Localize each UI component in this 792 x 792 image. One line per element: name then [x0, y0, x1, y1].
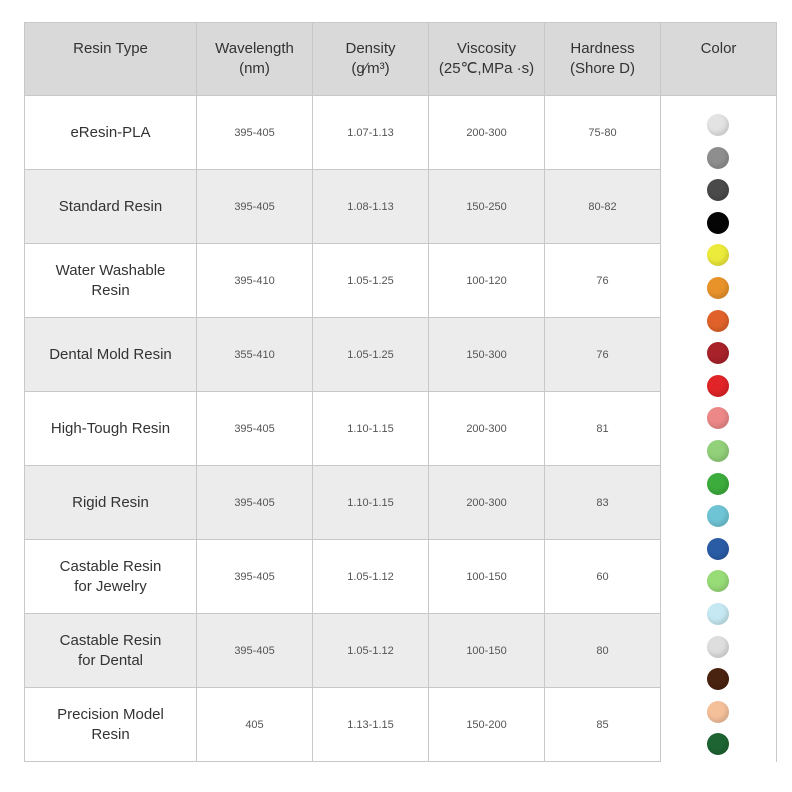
density-cell: 1.08-1.13 [313, 170, 429, 244]
color-swatch [707, 244, 729, 266]
header-viscosity [429, 23, 545, 96]
hardness-cell: 76 [545, 318, 661, 392]
hardness-cell: 81 [545, 392, 661, 466]
resin-name-cell [25, 466, 197, 540]
text-line: Resin [91, 725, 130, 743]
text-line: Resin [91, 281, 130, 299]
viscosity-cell: 200-300 [429, 392, 545, 466]
color-swatch [707, 277, 729, 299]
table-row [25, 318, 777, 392]
text-line: eResin-PLA [70, 123, 151, 141]
color-swatch [707, 407, 729, 429]
density-cell: 1.10-1.15 [313, 466, 429, 540]
header-color [661, 23, 777, 96]
header-density [313, 23, 429, 96]
resin-name-cell [25, 614, 197, 688]
density-cell: 1.05-1.25 [313, 318, 429, 392]
density-cell: 1.05-1.25 [313, 244, 429, 318]
table-row [25, 392, 777, 466]
text-line: Water Washable [55, 261, 166, 279]
wavelength-cell: 395-405 [197, 392, 313, 466]
wavelength-cell: 395-405 [197, 614, 313, 688]
color-swatch [707, 212, 729, 234]
table-row [25, 466, 777, 540]
header-hardness [545, 23, 661, 96]
color-swatch [707, 114, 729, 136]
text-line: Color [700, 40, 737, 57]
viscosity-cell: 150-300 [429, 318, 545, 392]
text-line: Dental Mold Resin [49, 345, 172, 363]
text-line: High-Tough Resin [50, 419, 171, 437]
header-row [25, 23, 777, 96]
hardness-cell: 76 [545, 244, 661, 318]
table-row [25, 688, 777, 762]
color-swatch [707, 310, 729, 332]
color-swatch [707, 179, 729, 201]
text-line: Castable Resin [59, 631, 162, 649]
color-swatch [707, 538, 729, 560]
viscosity-cell: 100-120 [429, 244, 545, 318]
text-line: (25℃,MPa ·s) [438, 60, 535, 77]
wavelength-cell: 395-405 [197, 96, 313, 170]
resin-name-cell [25, 244, 197, 318]
table-row [25, 244, 777, 318]
viscosity-cell: 100-150 [429, 614, 545, 688]
density-cell: 1.05-1.12 [313, 540, 429, 614]
wavelength-cell: 395-405 [197, 170, 313, 244]
hardness-cell: 83 [545, 466, 661, 540]
resin-name-cell [25, 688, 197, 762]
density-cell: 1.13-1.15 [313, 688, 429, 762]
color-swatch [707, 733, 729, 755]
wavelength-cell: 355-410 [197, 318, 313, 392]
color-swatch [707, 505, 729, 527]
viscosity-cell: 200-300 [429, 96, 545, 170]
hardness-cell: 80-82 [545, 170, 661, 244]
hardness-cell: 80 [545, 614, 661, 688]
viscosity-cell: 150-250 [429, 170, 545, 244]
table-row [25, 170, 777, 244]
hardness-cell: 85 [545, 688, 661, 762]
text-line: Precision Model [57, 705, 164, 723]
color-swatch [707, 636, 729, 658]
text-line: (g∕m³) [351, 60, 390, 77]
text-line: for Jewelry [74, 577, 147, 595]
text-line: Density [345, 40, 396, 57]
color-swatch-list [707, 114, 731, 766]
density-cell: 1.10-1.15 [313, 392, 429, 466]
header-resin-type [25, 23, 197, 96]
viscosity-cell: 200-300 [429, 466, 545, 540]
color-swatch [707, 375, 729, 397]
color-swatch [707, 570, 729, 592]
resin-spec-table [24, 22, 777, 762]
wavelength-cell: 395-405 [197, 540, 313, 614]
resin-name-cell [25, 540, 197, 614]
wavelength-cell: 405 [197, 688, 313, 762]
resin-name-cell [25, 392, 197, 466]
text-line: Hardness [570, 40, 635, 57]
table-row [25, 540, 777, 614]
table-row [25, 614, 777, 688]
resin-name-cell [25, 318, 197, 392]
table-row [25, 96, 777, 170]
text-line: (nm) [239, 60, 270, 77]
wavelength-cell: 395-405 [197, 466, 313, 540]
text-line: Rigid Resin [72, 493, 149, 511]
text-line: Wavelength [215, 40, 294, 57]
density-cell: 1.07-1.13 [313, 96, 429, 170]
color-swatch [707, 668, 729, 690]
resin-name-cell [25, 170, 197, 244]
table-body [25, 96, 777, 762]
color-swatch [707, 440, 729, 462]
header-wavelength [197, 23, 313, 96]
viscosity-cell: 150-200 [429, 688, 545, 762]
color-swatch [707, 701, 729, 723]
hardness-cell: 60 [545, 540, 661, 614]
text-line: (Shore D) [569, 60, 636, 77]
text-line: for Dental [77, 651, 144, 669]
resin-name-cell [25, 96, 197, 170]
color-swatch [707, 147, 729, 169]
text-line: Standard Resin [58, 197, 163, 215]
viscosity-cell: 100-150 [429, 540, 545, 614]
color-swatch [707, 473, 729, 495]
wavelength-cell: 395-410 [197, 244, 313, 318]
color-swatch [707, 603, 729, 625]
text-line: Castable Resin [59, 557, 162, 575]
text-line: Resin Type [73, 40, 148, 57]
color-swatch [707, 342, 729, 364]
text-line: Viscosity [457, 40, 516, 57]
hardness-cell: 75-80 [545, 96, 661, 170]
density-cell: 1.05-1.12 [313, 614, 429, 688]
